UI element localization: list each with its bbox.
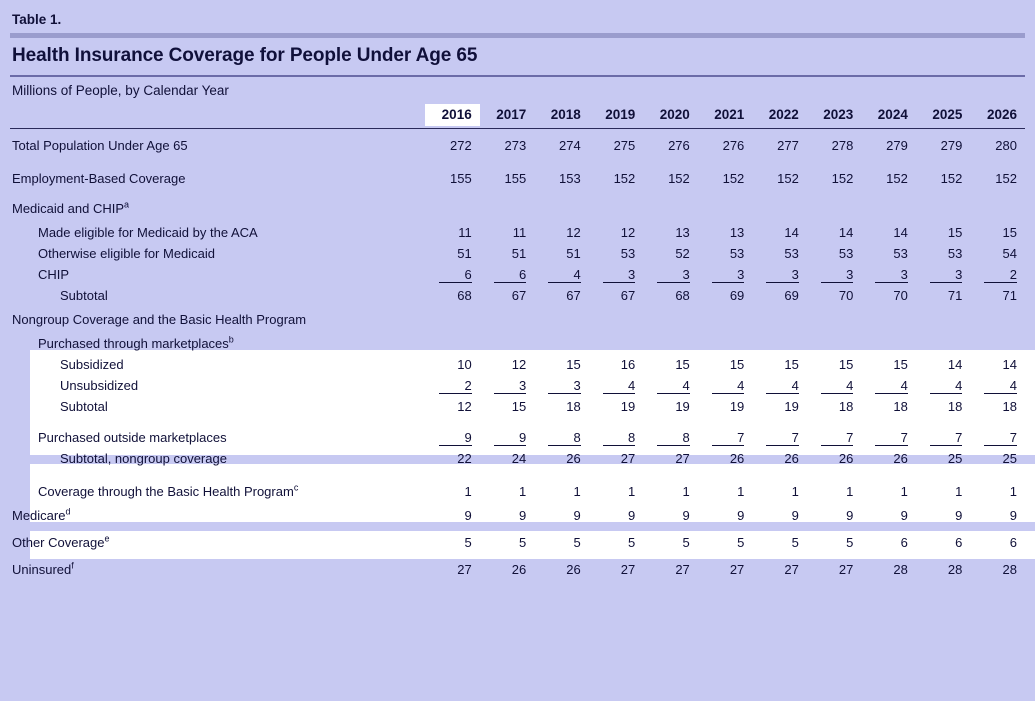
- cell: 8: [534, 427, 589, 448]
- row-label-medicaid-subtotal: Subtotal: [60, 287, 108, 303]
- col-header-2019[interactable]: 2019: [605, 106, 636, 122]
- cell: 19: [675, 398, 690, 414]
- cell: 10: [457, 356, 472, 372]
- cell: 53: [729, 245, 745, 261]
- table-row: [10, 243, 1025, 264]
- col-header-2020[interactable]: 2020: [659, 106, 690, 122]
- cell: 1: [682, 483, 690, 499]
- cell: 25: [1002, 450, 1017, 466]
- cell: 5: [464, 534, 472, 550]
- cell: 9: [573, 507, 581, 523]
- cell: 67: [566, 287, 581, 303]
- row-label-nongroup-header: Nongroup Coverage and the Basic Health Program: [12, 311, 307, 327]
- thick-divider: [10, 33, 1025, 38]
- col-header-2026[interactable]: 2026: [986, 106, 1017, 122]
- cell: 13: [729, 224, 745, 240]
- cell: 6: [480, 264, 535, 285]
- cell: 5: [573, 534, 581, 550]
- cell: 15: [838, 356, 854, 372]
- cell: 277: [777, 137, 799, 153]
- cell: 53: [620, 245, 636, 261]
- cell: 4: [807, 375, 862, 396]
- footnote-marker-d: d: [65, 506, 71, 517]
- header-blank: [10, 104, 425, 126]
- cell: 51: [566, 245, 581, 261]
- cell: 27: [838, 561, 854, 577]
- coverage-table: [10, 104, 1025, 583]
- table-row: [10, 333, 1025, 354]
- row-label-otherwise-eligible: Otherwise eligible for Medicaid: [38, 245, 216, 261]
- cell: 3: [698, 264, 753, 285]
- cell: 9: [955, 507, 963, 523]
- cell: 27: [784, 561, 799, 577]
- col-header-2025[interactable]: 2025: [932, 106, 963, 122]
- cell: 6: [425, 264, 480, 285]
- cell: 7: [861, 427, 916, 448]
- cell: 12: [620, 224, 636, 240]
- cell: 25: [947, 450, 963, 466]
- cell: 71: [1002, 287, 1017, 303]
- row-label-nongroup-subtotal: Subtotal, nongroup coverage: [60, 450, 227, 466]
- footnote-marker-f: f: [71, 560, 74, 571]
- cell: 18: [1002, 398, 1017, 414]
- cell: 9: [480, 427, 535, 448]
- table-row: [10, 162, 1025, 195]
- cell: 4: [916, 375, 971, 396]
- cell: 276: [668, 137, 690, 153]
- table-row: [10, 448, 1025, 469]
- table-row: [10, 502, 1025, 529]
- cell: 4: [643, 375, 698, 396]
- cell: 5: [791, 534, 799, 550]
- cell: 153: [559, 170, 581, 186]
- cell: 14: [893, 224, 908, 240]
- cell: 12: [457, 398, 472, 414]
- cell: 152: [831, 170, 854, 186]
- table-subtitle: Millions of People, by Calendar Year: [12, 82, 229, 98]
- table-row: [10, 427, 1025, 448]
- row-label-chip: CHIP: [38, 266, 70, 282]
- row-label-uninsured: [10, 556, 425, 583]
- cell: 1: [628, 483, 636, 499]
- cell: 1: [573, 483, 581, 499]
- cell: 53: [893, 245, 908, 261]
- cell: 18: [947, 398, 963, 414]
- cell: 155: [450, 170, 472, 186]
- cell: 26: [784, 450, 799, 466]
- table-row: [10, 529, 1025, 556]
- cell: 26: [729, 450, 745, 466]
- cell: 4: [698, 375, 753, 396]
- row-label-purchased-outside: Purchased outside marketplaces: [38, 429, 227, 445]
- table-row: [10, 354, 1025, 375]
- table-row: [10, 396, 1025, 417]
- cell: 275: [613, 137, 636, 153]
- cell: 26: [838, 450, 854, 466]
- cell: 152: [777, 170, 799, 186]
- cell: 11: [512, 224, 527, 240]
- cell: 53: [784, 245, 799, 261]
- cell: 7: [916, 427, 971, 448]
- cell: 28: [947, 561, 963, 577]
- row-label-text: Purchased through marketplaces: [38, 335, 229, 351]
- cell: 51: [511, 245, 527, 261]
- cell: 53: [947, 245, 963, 261]
- cell: 5: [628, 534, 636, 550]
- cell: 6: [900, 534, 908, 550]
- cell: 19: [729, 398, 745, 414]
- row-label-total-population: Total Population Under Age 65: [12, 137, 188, 153]
- cell: 9: [737, 507, 745, 523]
- cell: 4: [970, 375, 1025, 396]
- row-label-subsidized: Subsidized: [60, 356, 124, 372]
- cell: 7: [970, 427, 1025, 448]
- cell: 15: [947, 224, 963, 240]
- row-label-text: Other Coverage: [12, 534, 105, 550]
- cell: 152: [886, 170, 908, 186]
- cell: 152: [613, 170, 636, 186]
- cell: 152: [940, 170, 963, 186]
- cell: 68: [457, 287, 472, 303]
- cell: 28: [1002, 561, 1017, 577]
- cell: 27: [729, 561, 745, 577]
- row-label-text: Coverage through the Basic Health Program: [38, 483, 294, 499]
- cell: 1: [519, 483, 527, 499]
- cell: 22: [457, 450, 472, 466]
- cell: 15: [893, 356, 908, 372]
- cell: 27: [675, 561, 690, 577]
- cell: 2: [970, 264, 1025, 285]
- cell: 9: [682, 507, 690, 523]
- cell: 28: [893, 561, 908, 577]
- cell: 67: [620, 287, 636, 303]
- cell: 5: [682, 534, 690, 550]
- cell: 14: [1002, 356, 1017, 372]
- cell: 1: [846, 483, 854, 499]
- cell: 69: [784, 287, 799, 303]
- cell: 2: [425, 375, 480, 396]
- cell: 5: [846, 534, 854, 550]
- cell: 54: [1002, 245, 1017, 261]
- cell: 1: [791, 483, 799, 499]
- cell: 53: [838, 245, 854, 261]
- cell: 3: [916, 264, 971, 285]
- cell: 3: [534, 375, 589, 396]
- cell: 70: [893, 287, 908, 303]
- table-header-row: [10, 104, 1025, 126]
- cell: 9: [791, 507, 799, 523]
- row-label-basic-health-program: [10, 481, 425, 502]
- table-row: [10, 375, 1025, 396]
- row-label-purchased-marketplaces: [10, 333, 425, 354]
- cell: 15: [675, 356, 690, 372]
- table-row: [10, 128, 1025, 162]
- cell: 27: [620, 561, 636, 577]
- footnote-marker-b: b: [228, 334, 234, 345]
- col-header-2017[interactable]: 2017: [496, 106, 527, 122]
- footnote-marker-e: e: [104, 533, 110, 544]
- cell: 14: [838, 224, 854, 240]
- col-header-2021[interactable]: 2021: [714, 106, 745, 122]
- cell: 279: [940, 137, 963, 153]
- table-row: [10, 285, 1025, 306]
- row-label-marketplace-subtotal: Subtotal: [60, 398, 108, 414]
- col-header-2023[interactable]: 2023: [823, 106, 854, 122]
- cell: 4: [861, 375, 916, 396]
- cell: 1: [737, 483, 745, 499]
- row-label-other-coverage: [10, 529, 425, 556]
- cell: 13: [675, 224, 690, 240]
- cell: 14: [947, 356, 963, 372]
- cell: 7: [807, 427, 862, 448]
- row-label-text: Uninsured: [12, 561, 72, 577]
- cell: 9: [1009, 507, 1017, 523]
- cell: 18: [838, 398, 854, 414]
- cell: 278: [831, 137, 854, 153]
- cell: 7: [698, 427, 753, 448]
- table-row: [10, 306, 1025, 333]
- cell: 272: [450, 137, 472, 153]
- cell: 26: [511, 561, 527, 577]
- cell: 3: [643, 264, 698, 285]
- cell: 6: [955, 534, 963, 550]
- cell: 1: [1009, 483, 1017, 499]
- table-row: [10, 222, 1025, 243]
- cell: 19: [784, 398, 799, 414]
- cell: 152: [722, 170, 745, 186]
- cell: 11: [458, 224, 472, 240]
- cell: 155: [504, 170, 527, 186]
- cell: 276: [722, 137, 745, 153]
- thin-divider: [10, 75, 1025, 77]
- row-label-unsubsidized: Unsubsidized: [60, 377, 139, 393]
- spacer-row: [10, 417, 1025, 427]
- row-label-text: Medicare: [12, 507, 66, 523]
- table-row: [10, 481, 1025, 502]
- cell: 52: [675, 245, 690, 261]
- cell: 9: [464, 507, 472, 523]
- col-header-2022[interactable]: 2022: [768, 106, 799, 122]
- row-label-employment-based: Employment-Based Coverage: [12, 170, 186, 186]
- cell: 27: [457, 561, 472, 577]
- cell: 26: [893, 450, 908, 466]
- cell: 18: [566, 398, 581, 414]
- spacer-row: [10, 469, 1025, 481]
- cell: 26: [566, 561, 581, 577]
- cell: 274: [559, 137, 581, 153]
- cell: 68: [675, 287, 690, 303]
- cell: 1: [464, 483, 472, 499]
- row-label-made-eligible-aca: Made eligible for Medicaid by the ACA: [38, 224, 258, 240]
- cell: 15: [784, 356, 799, 372]
- cell: 27: [620, 450, 636, 466]
- cell: 3: [861, 264, 916, 285]
- cell: 12: [511, 356, 527, 372]
- cell: 279: [886, 137, 908, 153]
- cell: 69: [729, 287, 745, 303]
- cell: 3: [589, 264, 644, 285]
- cell: 9: [846, 507, 854, 523]
- cell: 9: [900, 507, 908, 523]
- table-container: [10, 104, 1025, 583]
- cell: 51: [457, 245, 472, 261]
- cell: 15: [511, 398, 527, 414]
- cell: 1: [900, 483, 908, 499]
- cell: 27: [675, 450, 690, 466]
- cell: 26: [566, 450, 581, 466]
- cell: 9: [519, 507, 527, 523]
- cell: 19: [620, 398, 636, 414]
- cell: 24: [511, 450, 527, 466]
- cell: 18: [893, 398, 908, 414]
- cell: 3: [480, 375, 535, 396]
- cell: 3: [752, 264, 807, 285]
- cell: 6: [1009, 534, 1017, 550]
- cell: 16: [620, 356, 636, 372]
- cell: 280: [995, 137, 1017, 153]
- col-header-2024[interactable]: 2024: [877, 106, 908, 122]
- row-label-medicare: [10, 502, 425, 529]
- cell: 273: [504, 137, 527, 153]
- cell: 9: [628, 507, 636, 523]
- row-label-medicaid-chip: [10, 195, 425, 222]
- cell: 4: [589, 375, 644, 396]
- cell: 152: [668, 170, 690, 186]
- cell: 1: [955, 483, 963, 499]
- cell: 4: [752, 375, 807, 396]
- cell: 14: [784, 224, 799, 240]
- col-header-2018[interactable]: 2018: [550, 106, 581, 122]
- cell: 9: [425, 427, 480, 448]
- cell: 8: [643, 427, 698, 448]
- cell: 8: [589, 427, 644, 448]
- page-title: Health Insurance Coverage for People Under Age 65: [12, 45, 478, 66]
- cell: 15: [729, 356, 745, 372]
- cell: 70: [838, 287, 854, 303]
- cell: 71: [947, 287, 963, 303]
- footnote-marker-c: c: [293, 482, 299, 493]
- table-row: [10, 556, 1025, 583]
- table-number: Table 1.: [12, 12, 62, 27]
- table-row: [10, 195, 1025, 222]
- table-row: [10, 264, 1025, 285]
- cell: 152: [995, 170, 1017, 186]
- cell: 5: [737, 534, 745, 550]
- col-header-2016[interactable]: 2016: [425, 104, 480, 126]
- footnote-marker-a: a: [124, 199, 130, 210]
- cell: 12: [566, 224, 581, 240]
- cell: 15: [566, 356, 581, 372]
- cell: 4: [534, 264, 589, 285]
- cell: 3: [807, 264, 862, 285]
- cell: 5: [519, 534, 527, 550]
- cell: 67: [511, 287, 527, 303]
- row-label-text: Medicaid and CHIP: [12, 200, 124, 216]
- cell: 15: [1002, 224, 1017, 240]
- cell: 7: [752, 427, 807, 448]
